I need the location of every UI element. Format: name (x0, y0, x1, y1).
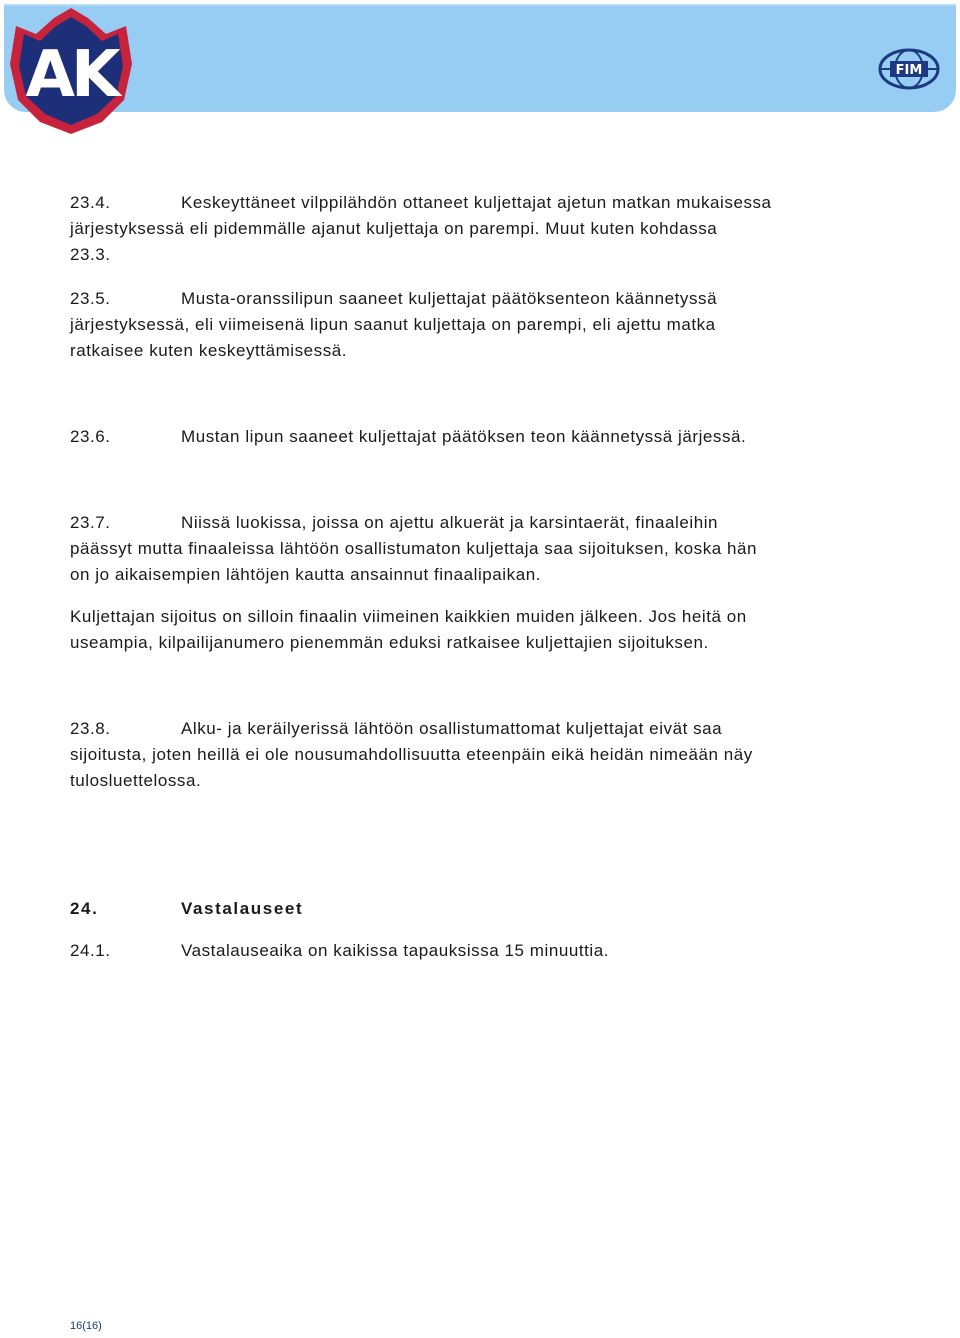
section-23-7-continued (70, 604, 890, 656)
section-23-4 (70, 190, 890, 268)
section-23-7 (70, 510, 890, 588)
section-text-line: Musta-oranssilipun saaneet kuljettajat päätöksenteon käännetyssä (181, 289, 718, 308)
ak-logo-text: AK (25, 38, 117, 112)
section-text-line: järjestyksessä, eli viimeisenä lipun saanut kuljettaja on parempi, eli ajettu matka (70, 315, 716, 334)
section-text-line: päässyt mutta finaaleissa lähtöön osallistumaton kuljettaja saa sijoituksen, koska hän (70, 539, 758, 558)
fim-logo-text: FIM (895, 63, 923, 78)
section-text-line: tulosluettelossa. (70, 771, 202, 790)
document-body (70, 190, 890, 964)
section-23-6 (70, 424, 890, 450)
section-text-line: ratkaisee kuten keskeyttämisessä. (70, 341, 348, 360)
heading-number: 24. (70, 899, 99, 918)
section-number: 23.7. (70, 513, 111, 532)
section-23-8 (70, 716, 890, 794)
header-band (4, 4, 956, 112)
fim-logo (878, 48, 940, 90)
section-text-line: Keskeyttäneet vilppilähdön ottaneet kuljettajat ajetun matkan mukaisessa (181, 193, 772, 212)
section-number: 23.8. (70, 719, 111, 738)
section-text-line: 23.3. (70, 245, 111, 264)
section-text-line: Niissä luokissa, joissa on ajettu alkuerät ja karsintaerät, finaaleihin (181, 513, 719, 532)
section-24-1 (70, 938, 890, 964)
section-text-line: järjestyksessä eli pidemmälle ajanut kuljettaja on parempi. Muut kuten kohdassa (70, 219, 718, 238)
section-text-line: Alku- ja keräilyerissä lähtöön osallistumattomat kuljettajat eivät saa (181, 719, 723, 738)
section-number: 23.6. (70, 427, 111, 446)
section-text-line: on jo aikaisempien lähtöjen kautta ansainnut finaalipaikan. (70, 565, 541, 584)
heading-title: Vastalauseet (181, 899, 304, 918)
section-number: 23.5. (70, 289, 111, 308)
heading-24 (70, 896, 890, 922)
section-text-line: useampia, kilpailijanumero pienemmän eduksi ratkaisee kuljettajien sijoituksen. (70, 633, 709, 652)
page-number: 16(16) (70, 1320, 102, 1332)
ak-logo (6, 4, 136, 136)
section-23-5 (70, 286, 890, 364)
section-text-line: Kuljettajan sijoitus on silloin finaalin viimeinen kaikkien muiden jälkeen. Jos heitä on (70, 607, 747, 626)
section-number: 24.1. (70, 941, 111, 960)
section-number: 23.4. (70, 193, 111, 212)
section-text-line: sijoitusta, joten heillä ei ole nousumahdollisuutta eteenpäin eikä heidän nimeään näy (70, 745, 753, 764)
section-text-line: Vastalauseaika on kaikissa tapauksissa 15 minuuttia. (181, 941, 610, 960)
section-text-line: Mustan lipun saaneet kuljettajat päätöksen teon käännetyssä järjessä. (181, 427, 747, 446)
